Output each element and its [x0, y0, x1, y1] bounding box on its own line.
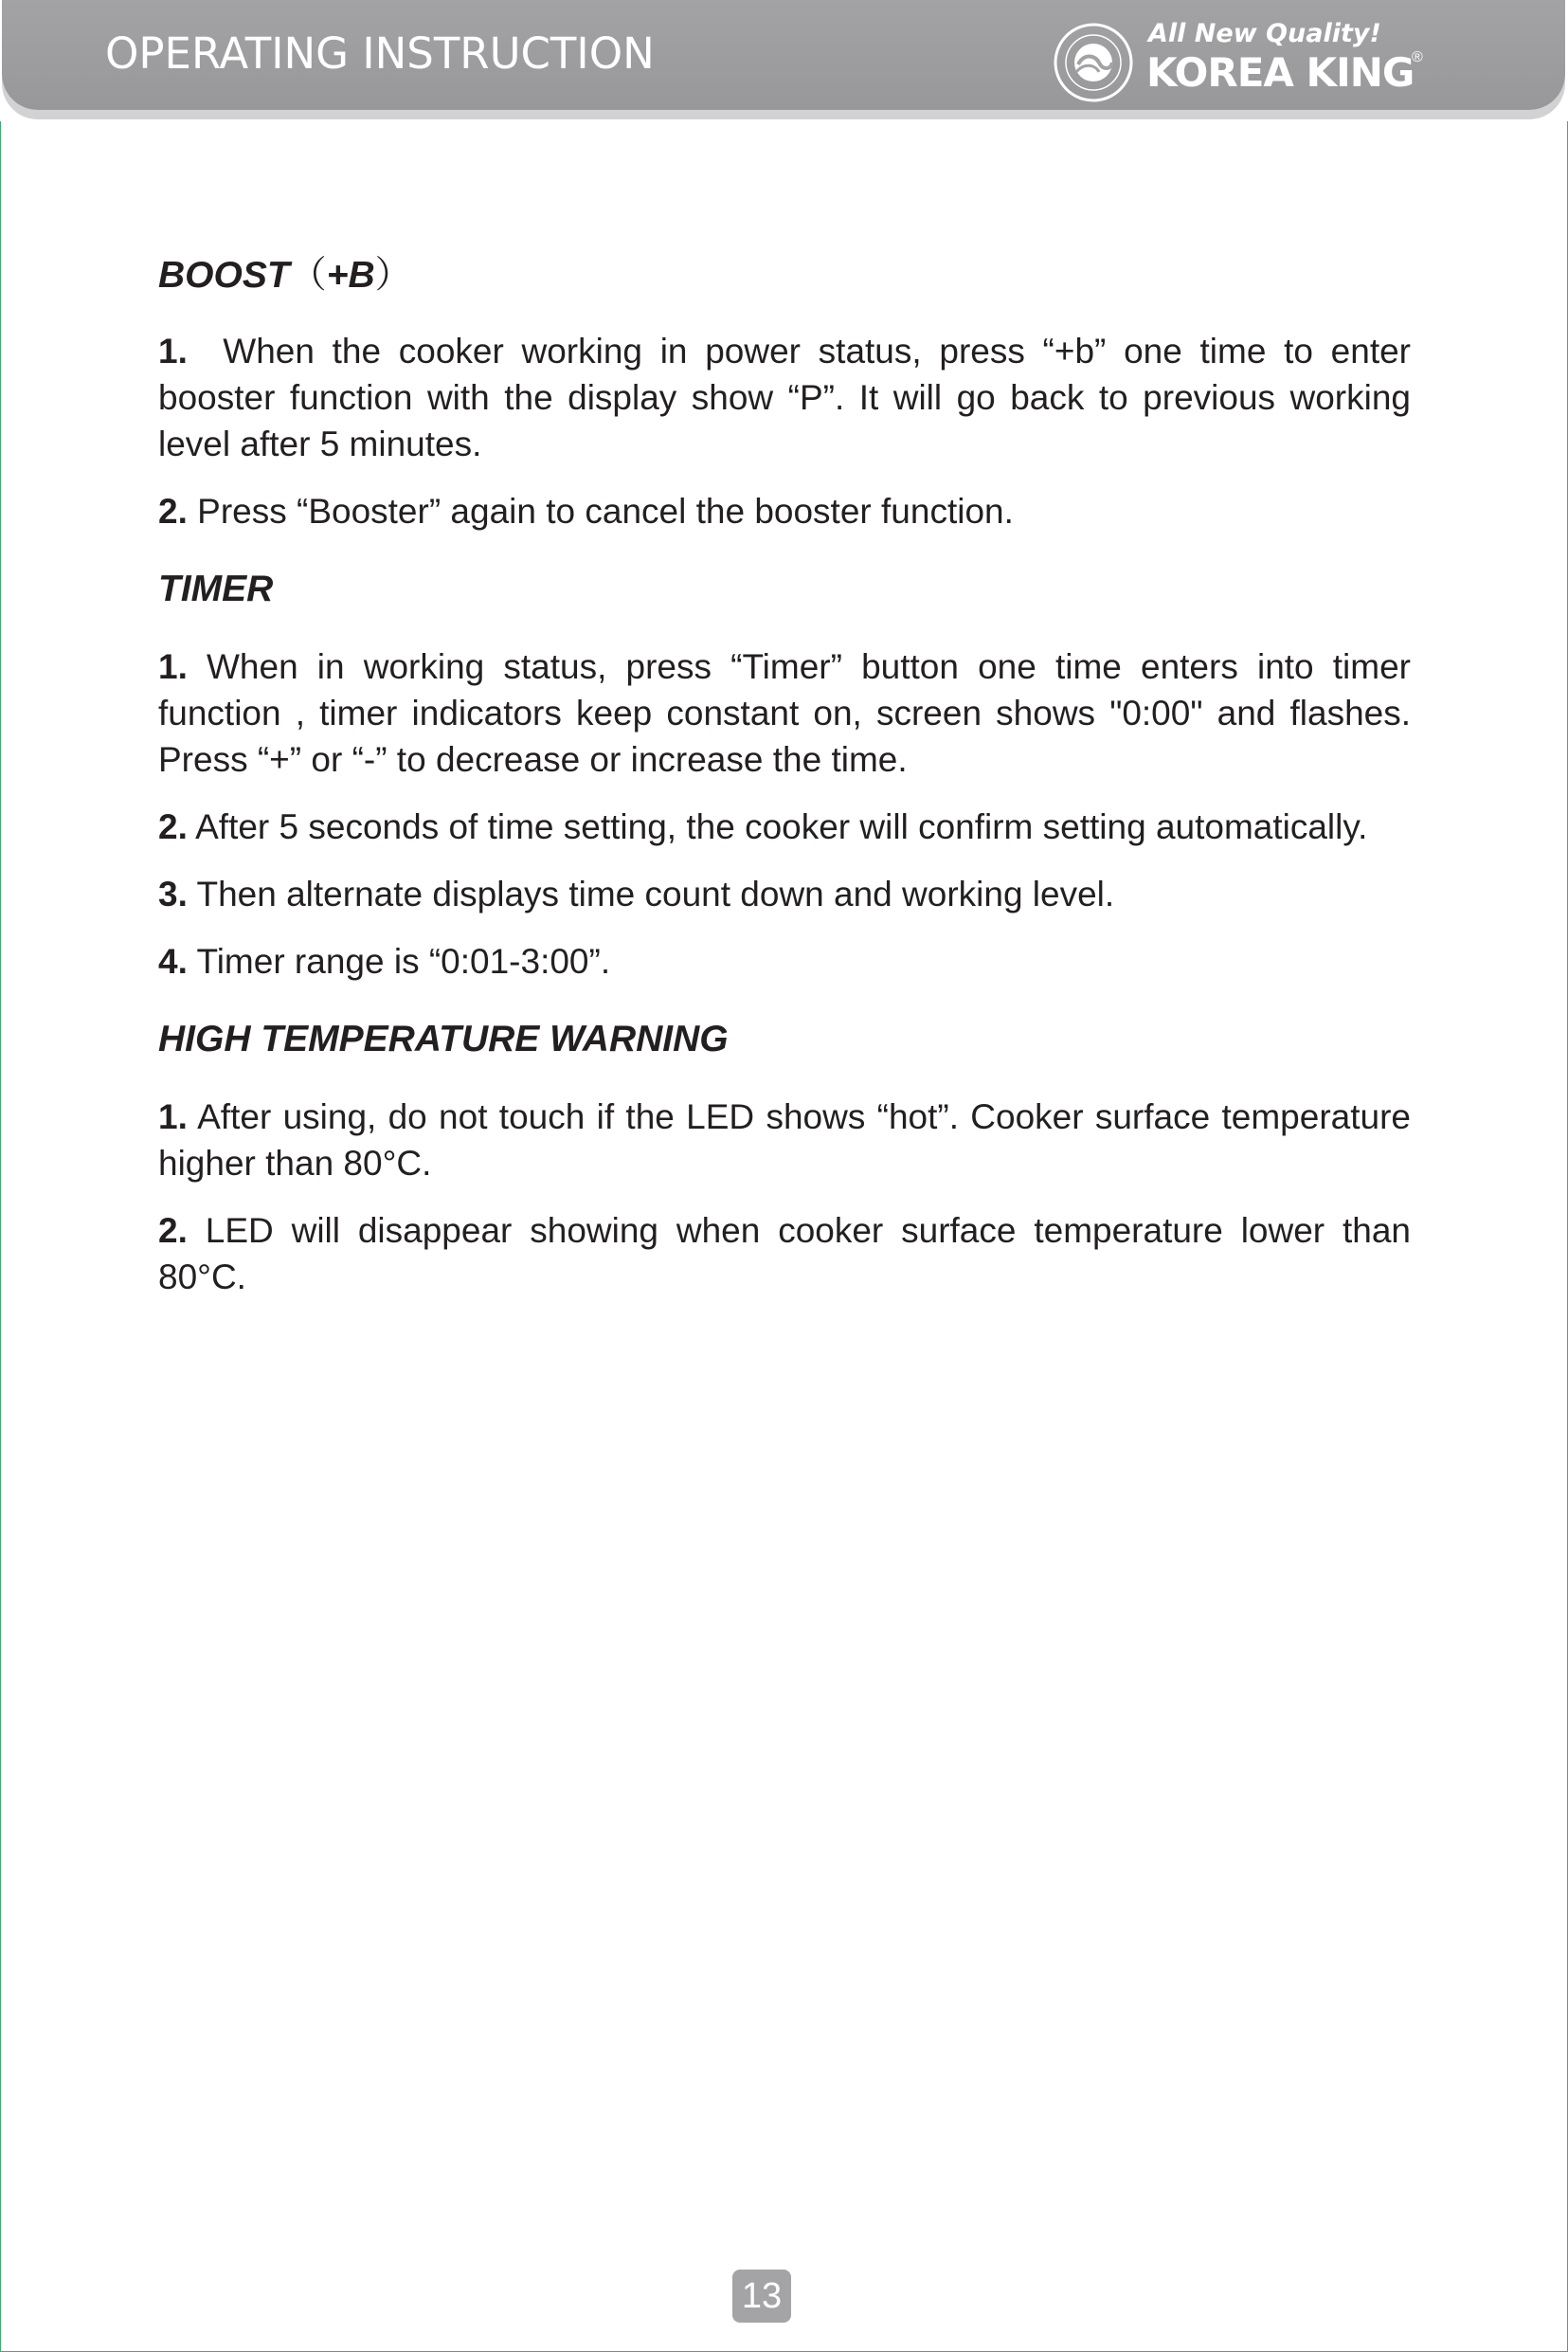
- boost-item-1: 1. When the cooker working in power status, press “+b” one time to enter booster function with the display show “P”. It will go back to previous working level after 5 minutes.: [158, 332, 1411, 463]
- header-title: OPERATING INSTRUCTION: [105, 28, 655, 79]
- brand-name: KOREA KING: [1146, 49, 1415, 96]
- timer-item-1: 1. When in working status, press “Timer” button one time enters into timer function , timer indicators keep constant on, screen shows "0:00" and flashes. Press “+” or “-” to decrease or increase the time.: [158, 647, 1411, 779]
- hightemp-item-2: 2. LED will disappear showing when cooker surface temperature lower than 80°C.: [158, 1211, 1412, 1296]
- hightemp-item-1: 1. After using, do not touch if the LED shows “hot”. Cooker surface temperature higher than 80°C.: [158, 1097, 1411, 1183]
- main-content: [158, 246, 1411, 1300]
- brand-tagline: All New Quality!: [1148, 19, 1381, 48]
- page-number: 13: [732, 2270, 791, 2323]
- section-heading-high-temp: HIGH TEMPERATURE WARNING: [158, 1019, 729, 1059]
- timer-item-2: 2. After 5 seconds of time setting, the cooker will confirm setting automatically.: [158, 807, 1368, 846]
- timer-item-3: 3. Then alternate displays time count down and working level.: [158, 875, 1115, 914]
- brand-logo-icon: [1054, 23, 1133, 102]
- page-header: [0, 0, 1568, 121]
- boost-item-2: 2. Press “Booster” again to cancel the booster function.: [158, 492, 1014, 531]
- timer-item-4: 4. Timer range is “0:01-3:00”.: [158, 942, 611, 981]
- registered-mark: ®: [1412, 49, 1423, 65]
- section-heading-boost: BOOST（+B）: [158, 255, 412, 296]
- section-heading-timer: TIMER: [158, 569, 274, 609]
